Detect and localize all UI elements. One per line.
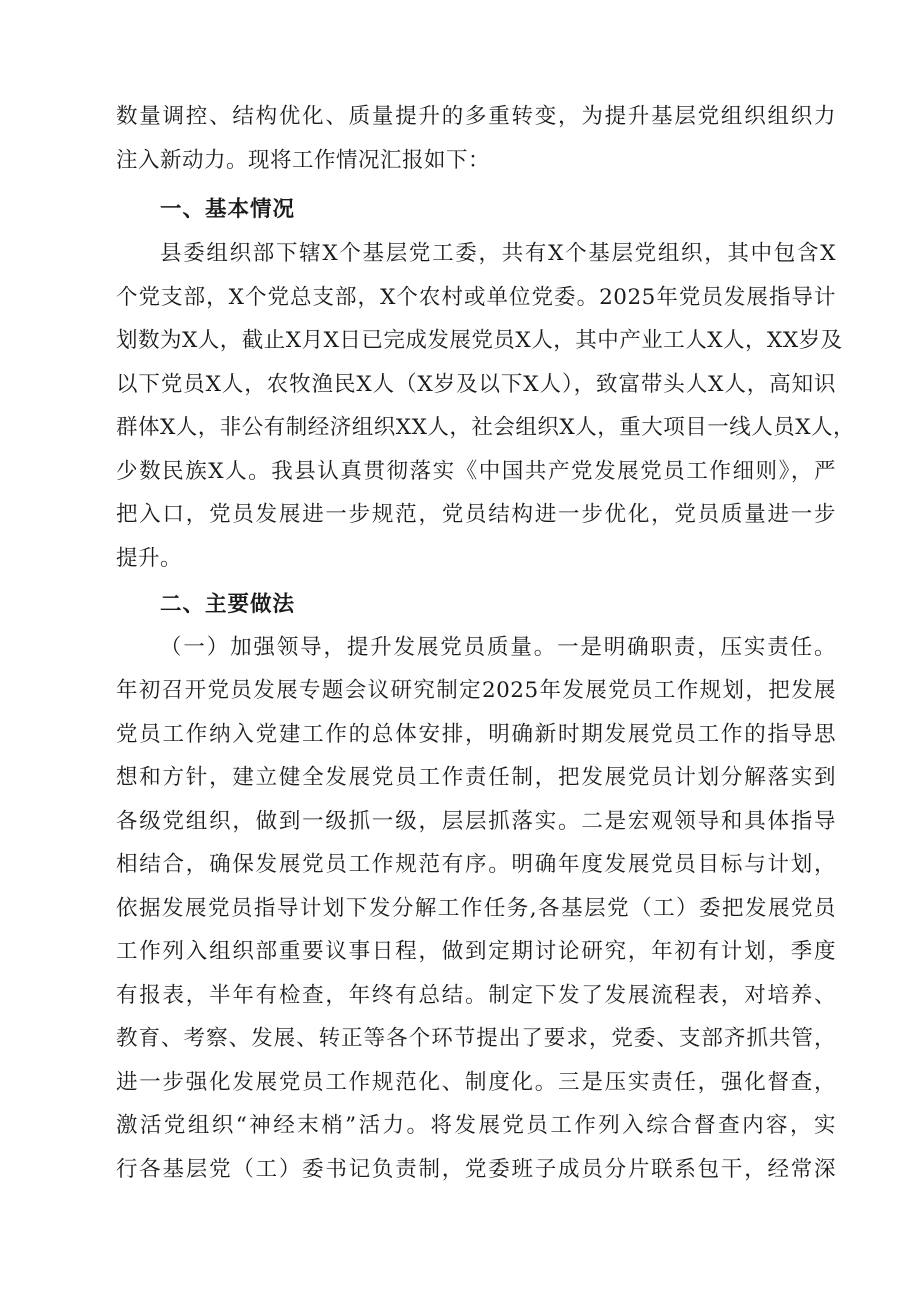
paragraph-line: 各级党组织，做到一级抓一级，层层抓落实。二是宏观领导和具体指导 — [116, 809, 836, 834]
paragraph-line: 划数为X人，截止X月X日已完成发展党员X人，其中产业工人X人，XX岁及 — [116, 328, 843, 353]
paragraph-line: 依据发展党员指导计划下发分解工作任务,各基层党（工）委把发展党员 — [116, 896, 836, 921]
paragraph-line: 相结合，确保发展党员工作规范有序。明确年度发展党员目标与计划， — [116, 852, 836, 877]
paragraph-line: 行各基层党（工）委书记负责制，党委班子成员分片联系包干，经常深 — [116, 1157, 836, 1182]
section-heading-main-practices: 二、主要做法 — [160, 592, 296, 617]
paragraph-line: 群体X人，非公有制经济组织XX人，社会组织X人，重大项目一线人员X人， — [116, 415, 856, 440]
paragraph-line: 注入新动力。现将工作情况汇报如下： — [116, 148, 491, 173]
paragraph-line: 提升。 — [116, 546, 183, 571]
paragraph-line: 县委组织部下辖X个基层党工委，共有X个基层党组织，其中包含X — [160, 241, 836, 266]
paragraph-line: 把入口，党员发展进一步规范，党员结构进一步优化，党员质量进一步 — [116, 502, 836, 527]
paragraph-line: 数量调控、结构优化、质量提升的多重转变，为提升基层党组织组织力 — [116, 104, 836, 129]
paragraph-line: 激活党组织“神经末梢”活力。将发展党员工作列入综合督查内容，实 — [116, 1113, 836, 1138]
paragraph-line: （一）加强领导，提升发展党员质量。一是明确职责，压实责任。 — [160, 635, 836, 660]
paragraph-line: 有报表，半年有检查，年终有总结。制定下发了发展流程表，对培养、 — [116, 983, 836, 1008]
paragraph-line: 想和方针，建立健全发展党员工作责任制，把发展党员计划分解落实到 — [116, 765, 836, 790]
paragraph-line: 个党支部，X个党总支部，X个农村或单位党委。2025年党员发展指导计 — [116, 285, 836, 310]
paragraph-line: 工作列入组织部重要议事日程，做到定期讨论研究，年初有计划，季度 — [116, 939, 836, 964]
paragraph-line: 进一步强化发展党员工作规范化、制度化。三是压实责任，强化督查， — [116, 1070, 836, 1095]
section-heading-basic-situation: 一、基本情况 — [160, 197, 296, 222]
paragraph-line: 教育、考察、发展、转正等各个环节提出了要求，党委、支部齐抓共管， — [116, 1026, 836, 1051]
paragraph-line: 以下党员X人，农牧渔民X人（X岁及以下X人），致富带头人X人，高知识 — [116, 372, 836, 397]
paragraph-line: 少数民族X人。我县认真贯彻落实《中国共产党发展党员工作细则》，严 — [116, 459, 836, 484]
paragraph-line: 党员工作纳入党建工作的总体安排，明确新时期发展党员工作的指导思 — [116, 722, 836, 747]
paragraph-line: 年初召开党员发展专题会议研究制定2025年发展党员工作规划，把发展 — [116, 678, 836, 703]
